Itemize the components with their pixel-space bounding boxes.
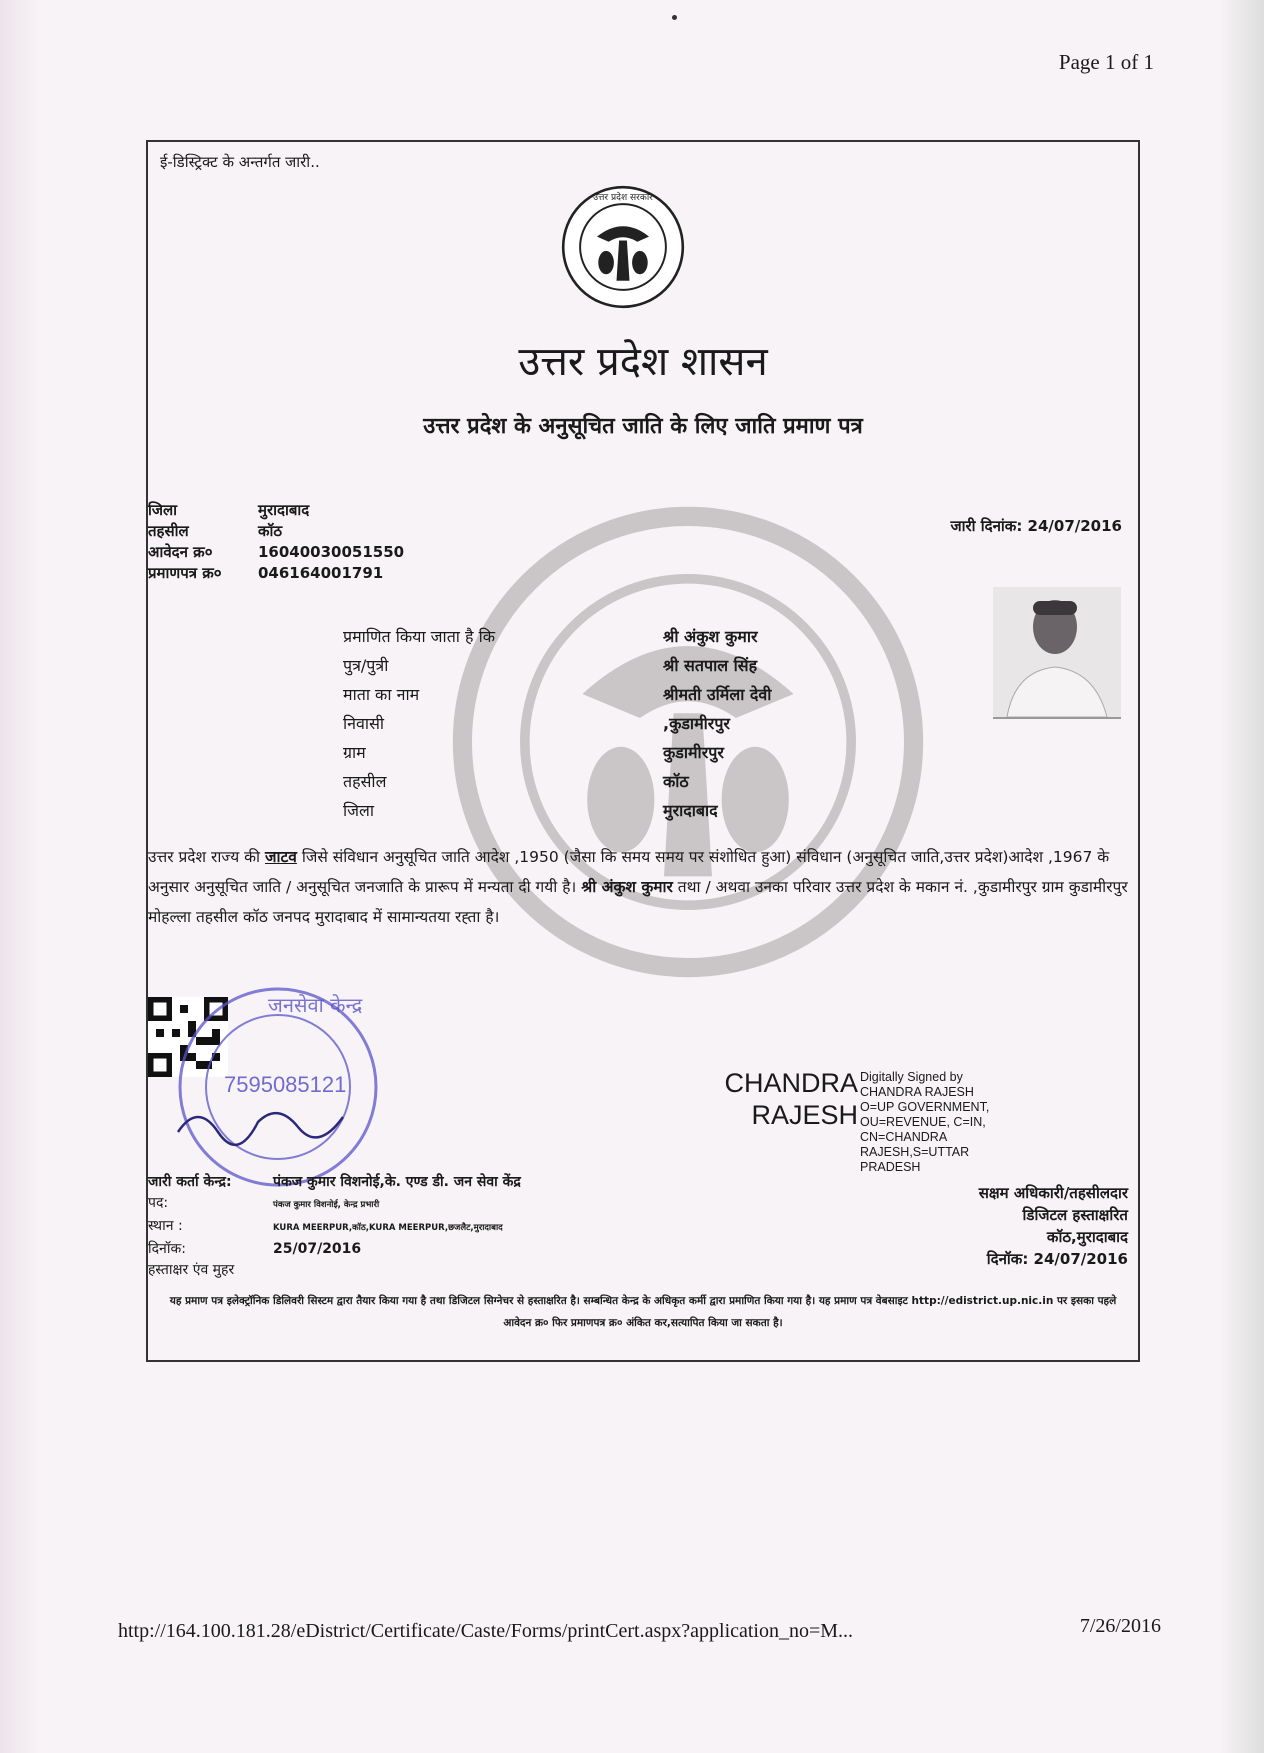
paragraph-text: तथा / अथवा उनका परिवार उत्तर प्रदेश के मकान नं. ,कुडामीरपुर ग्राम कुडामीरपुर मोहल्ला तहसील कॉठ जनपद मुरादाबाद में सामान्यतया रह्ता है। [148, 878, 1128, 926]
issuer-center-label: जारी कर्ता केन्द्र: [148, 1174, 232, 1190]
officer-signed: डिजिटल हस्ताक्षरित [1022, 1206, 1128, 1224]
issuer-post: पंकज कुमार विशनोई, केन्द्र प्रभारी [273, 1200, 380, 1210]
print-date: 7/26/2016 [1079, 1615, 1161, 1637]
issuer-block [148, 1172, 521, 1281]
officer-title: सक्षम अधिकारी/तहसीलदार [978, 1184, 1128, 1202]
issuer-date: 25/07/2016 [273, 1241, 362, 1257]
issue-date: जारी दिनांक: 24/07/2016 [950, 517, 1122, 535]
applicant-details [343, 622, 771, 825]
certificate-number: 046164001791 [258, 564, 384, 582]
detail-value: मुरादाबाद [663, 801, 718, 820]
detail-row [343, 622, 771, 651]
issuer-date-label: दिनॉक: [148, 1241, 186, 1257]
officer-date: दिनॉक: 24/07/2016 [986, 1250, 1128, 1268]
signer-name-line: RAJESH [751, 1100, 858, 1130]
digital-signature-details: Digitally Signed by CHANDRA RAJESH O=UP GOVERNMENT, OU=REVENUE, C=IN, CN=CHANDRA RAJESH,S=UTTAR PRADESH [860, 1070, 990, 1174]
detail-row [343, 738, 771, 767]
detail-value: श्रीमती उर्मिला देवी [663, 685, 772, 704]
issuer-center: पंकज कुमार विशनोई,के. एण्ड डी. जन सेवा केंद्र [273, 1174, 521, 1190]
application-label: आवेदन क्र० [148, 543, 213, 561]
application-number: 16040030051550 [258, 543, 405, 561]
detail-row [343, 680, 771, 709]
tehsil-label: तहसील [148, 522, 189, 540]
detail-label: ग्राम [343, 743, 366, 762]
detail-value: श्री सतपाल सिंह [663, 656, 758, 675]
applicant-name: श्री अंकुश कुमार [581, 878, 673, 896]
applicant-photo [993, 587, 1121, 719]
print-url: http://164.100.181.28/eDistrict/Certificate/Caste/Forms/printCert.aspx?application_no=M... [118, 1620, 854, 1642]
officer-place: कॉठ,मुरादाबाद [1046, 1228, 1128, 1246]
district-label: जिला [148, 501, 178, 519]
svg-text:7595085121: 7595085121 [224, 1072, 347, 1097]
government-title: उत्तर प्रदेश शासन [518, 339, 768, 385]
issuer-post-label: पद: [148, 1195, 169, 1211]
certificate-label: प्रमाणपत्र क्र० [148, 564, 222, 582]
detail-row [343, 651, 771, 680]
detail-label: पुत्र/पुत्री [343, 656, 389, 675]
detail-label: निवासी [343, 714, 385, 733]
paragraph-text: उत्तर प्रदेश राज्य की [148, 848, 265, 866]
issuer-place-label: स्थान : [148, 1218, 183, 1234]
certificate-meta [148, 500, 404, 584]
detail-value: श्री अंकुश कुमार [663, 627, 758, 646]
detail-value: कॉठ [663, 772, 689, 791]
svg-text:उत्तर प्रदेश सरकार: उत्तर प्रदेश सरकार [593, 193, 653, 204]
district-value: मुरादाबाद [258, 501, 310, 519]
detail-row [343, 796, 771, 825]
certificate-title: उत्तर प्रदेश के अनुसूचित जाति के लिए जाति प्रमाण पत्र [423, 414, 863, 439]
issued-under-text: ई-डिस्ट्रिक्ट के अन्तर्गत जारी.. [160, 153, 320, 171]
up-government-emblem-icon [558, 182, 688, 312]
detail-label: प्रमाणित किया जाता है कि [343, 627, 496, 646]
detail-label: माता का नाम [343, 685, 420, 704]
caste-name: जाटव [264, 848, 297, 866]
detail-label: तहसील [343, 772, 387, 791]
certification-paragraph [148, 842, 1128, 932]
detail-value: कुडामीरपुर [663, 743, 724, 762]
digital-signer-name [658, 1067, 858, 1131]
ink-dot [672, 15, 677, 20]
signer-name-line: CHANDRA [724, 1068, 858, 1098]
jan-seva-stamp-icon [168, 982, 388, 1192]
sign-and-seal-label: हस्ताक्षर एंव मुहर [148, 1262, 235, 1278]
svg-text:जनसेवा केन्द्र: जनसेवा केन्द्र [268, 993, 363, 1017]
issuer-place: KURA MEERPUR,कॉठ,KURA MEERPUR,छजलैट,मुरादाबाद [273, 1223, 503, 1233]
certificate-frame [146, 140, 1140, 1362]
paragraph-text: जिसे संविधान अनुसूचित जाति आदेश ,1950 (जैसा कि समय समय पर संशोधित हुआ) संविधान (अनुसूचित जाति,उत्तर प्रदेश)आदेश ,1967 के अनुसार अनुसूचित जाति / अनुसूचित जनजाति के प्रारूप में मन्यता दी गयी है। [148, 848, 1110, 896]
detail-row [343, 767, 771, 796]
verification-footnote: यह प्रमाण पत्र इलेक्ट्रॉनिक डिलिवरी सिस्टम द्वारा तैयार किया गया है तथा डिजिटल सिग्नेचर से हस्ताक्षरित है। सम्बन्धित केन्द्र के अधिकृत कर्मी द्वारा प्रमाणित किया गया है। यह प्रमाण पत्र वेबसाइट http://edistrict.up.nic.in पर इसका पहले आवेदन क्र० फिर प्रमाणपत्र क्र० अंकित कर,सत्यापित किया जा सकता है। [169, 1295, 1117, 1329]
detail-value: ,कुडामीरपुर [663, 714, 730, 733]
detail-label: जिला [343, 801, 375, 820]
page-number: Page 1 of 1 [1058, 50, 1154, 74]
competent-officer-block [979, 1182, 1128, 1270]
detail-row [343, 709, 771, 738]
tehsil-value: कॉठ [258, 522, 283, 540]
